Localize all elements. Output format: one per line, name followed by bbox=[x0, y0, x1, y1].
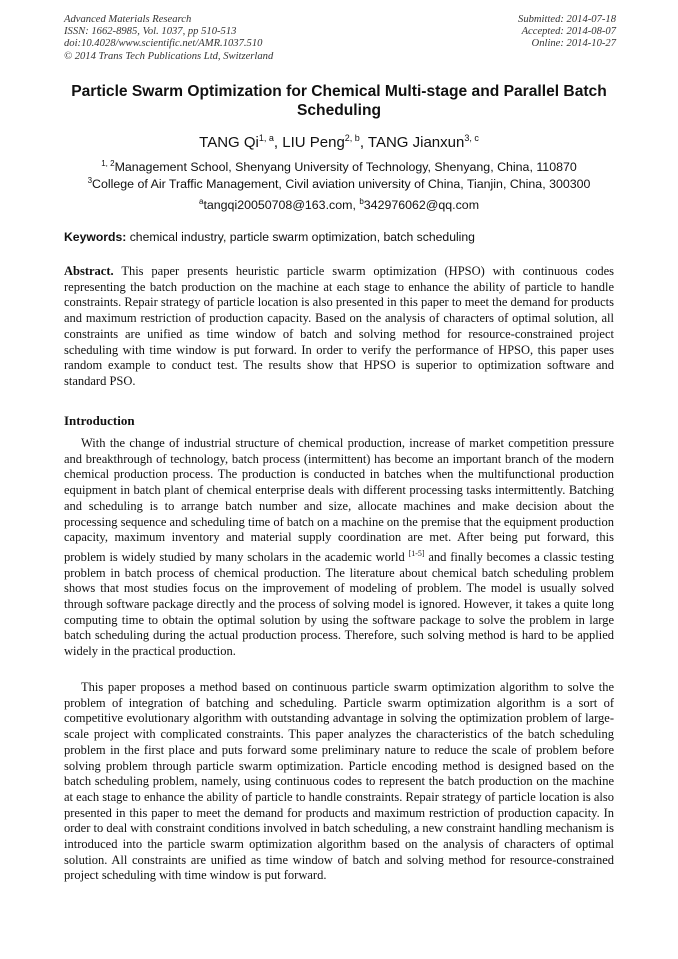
author-name: TANG Qi bbox=[199, 134, 259, 151]
keywords-text: chemical industry, particle swarm optimization, batch scheduling bbox=[129, 230, 475, 244]
journal-issn: ISSN: 1662-8985, Vol. 1037, pp 510-513 bbox=[64, 26, 237, 38]
citation-ref[interactable]: [1-5] bbox=[408, 548, 425, 558]
abstract-label: Abstract. bbox=[64, 264, 114, 278]
submitted-date: Submitted: 2014-07-18 bbox=[518, 14, 616, 25]
journal-doi[interactable]: doi:10.4028/www.scientific.net/AMR.1037.510 bbox=[64, 38, 263, 50]
accepted-date: Accepted: 2014-08-07 bbox=[521, 26, 616, 38]
author-emails bbox=[0, 193, 678, 214]
section-heading-introduction: Introduction bbox=[64, 413, 135, 428]
publication-dates bbox=[518, 14, 616, 51]
affiliation-2 bbox=[0, 172, 678, 193]
email-sup: a bbox=[198, 197, 204, 206]
abstract-text: This paper presents heuristic particle swarm optimization (HPSO) with continuous codes representing the batch production on the machine at each stage to enhance the ability of particle to handle constraints. Repair strategy of particle location is also presented in this paper to meet the demand for products and maximum restriction of production capacity. Based on the analysis of characters of optimal solution, all constraints are unified as time window of batch and solving method for resource-constrained project scheduling with time window is put forward. In order to verify the performance of HPSO, this paper uses random example to conduct test. The results show that HPSO is superior to optimization software and standard PSO. bbox=[64, 264, 614, 388]
email-link[interactable]: tangqi20050708@163.com bbox=[203, 198, 353, 212]
affiliation-sup: 3 bbox=[87, 176, 93, 185]
journal-name: Advanced Materials Research bbox=[64, 14, 192, 25]
author-sup: 1, a bbox=[258, 133, 274, 143]
paragraph-text: With the change of industrial structure of chemical production, increase of market competition pressure and breakthrough of technology, batch process (intermittent) has become an important branch of the modern chemical production process. The production is conducted in batches when the multifunctional production equipment in batch plant of chemical enterprise deals with different processing tasks intermittently. Batching and scheduling is to arrange batch number and size, allocate machines and make decision about the processing sequence and scheduling time of batch on a machine on the premise that the equipment production capacity, maximum inventory and material supply coordination are met. After being put forward, this problem is widely studied by many scholars in the academic world bbox=[64, 436, 614, 564]
email-sup: b bbox=[359, 197, 364, 206]
author-name: TANG Jianxun bbox=[367, 134, 465, 151]
intro-paragraph-2: This paper proposes a method based on continuous particle swarm optimization algorithm to solve the problem of integration of batching and scheduling. Particle swarm optimization algorithm is a sort of competitive evolutionary algorithm with outstanding advantage in solving the optimization problem of large-scale project with complicated constraints. This paper analyzes the characteristics of the batch scheduling problem in the first place and puts forward some preliminary nature to reduce the scale of problem before solving problem through particle swarm optimization. Particle encoding method is designed based on the batch scheduling problem, namely, using continuous codes to represent the batch production on the machine at each stage to enhance the ability of particle to handle constraints. Repair strategy of particle location is also presented in this paper to meet the demand for products and maximum restriction of production capacity. In order to deal with constraint conditions involved in batch scheduling, a new constraint handling mechanism is introduced into the particle swarm optimization algorithm based on the analysis of characters of optimal solution. All constraints are unified as time window of batch and solving method for resource-constrained project scheduling with time window is put forward. bbox=[64, 680, 614, 883]
author-list bbox=[0, 128, 678, 153]
online-date: Online: 2014-10-27 bbox=[531, 38, 616, 50]
author-name: LIU Peng bbox=[282, 134, 345, 151]
email-link[interactable]: 342976062@qq.com bbox=[363, 198, 480, 212]
journal-copyright: © 2014 Trans Tech Publications Ltd, Switzerland bbox=[64, 50, 274, 62]
affiliation-text: Management School, Shenyang University of Technology, Shenyang, China, 110870 bbox=[114, 160, 577, 174]
affiliation-text: College of Air Traffic Management, Civil aviation university of China, Tianjin, China, 300300 bbox=[92, 177, 591, 191]
abstract bbox=[64, 264, 614, 390]
keywords-label: Keywords: bbox=[64, 230, 127, 244]
journal-info bbox=[64, 14, 273, 63]
author-separator: , bbox=[273, 134, 283, 151]
paragraph-text: and finally becomes a classic testing problem in batch process of chemical production. The literature about chemical batch scheduling problem shows that most studies focus on the improvement of modeling of problem. The model is usually solved through software package directly and the process of solving model is ignored. However, it takes a quite long computing time to obtain the optimal solution by using the software package to solve the problem in large batch scheduling during the actual production process. Therefore, such solving method is hard to be applied widely in the practical production. bbox=[64, 549, 615, 659]
author-separator: , bbox=[359, 134, 368, 151]
author-sup: 2, b bbox=[344, 133, 360, 143]
affiliation-sup: 1, 2 bbox=[101, 159, 115, 168]
paper-title: Particle Swarm Optimization for Chemical Multi-stage and Parallel Batch Scheduling bbox=[71, 83, 607, 119]
author-sup: 3, c bbox=[464, 133, 479, 143]
keywords bbox=[64, 229, 624, 245]
email-separator: , bbox=[352, 198, 360, 212]
intro-paragraph-1 bbox=[64, 436, 614, 660]
